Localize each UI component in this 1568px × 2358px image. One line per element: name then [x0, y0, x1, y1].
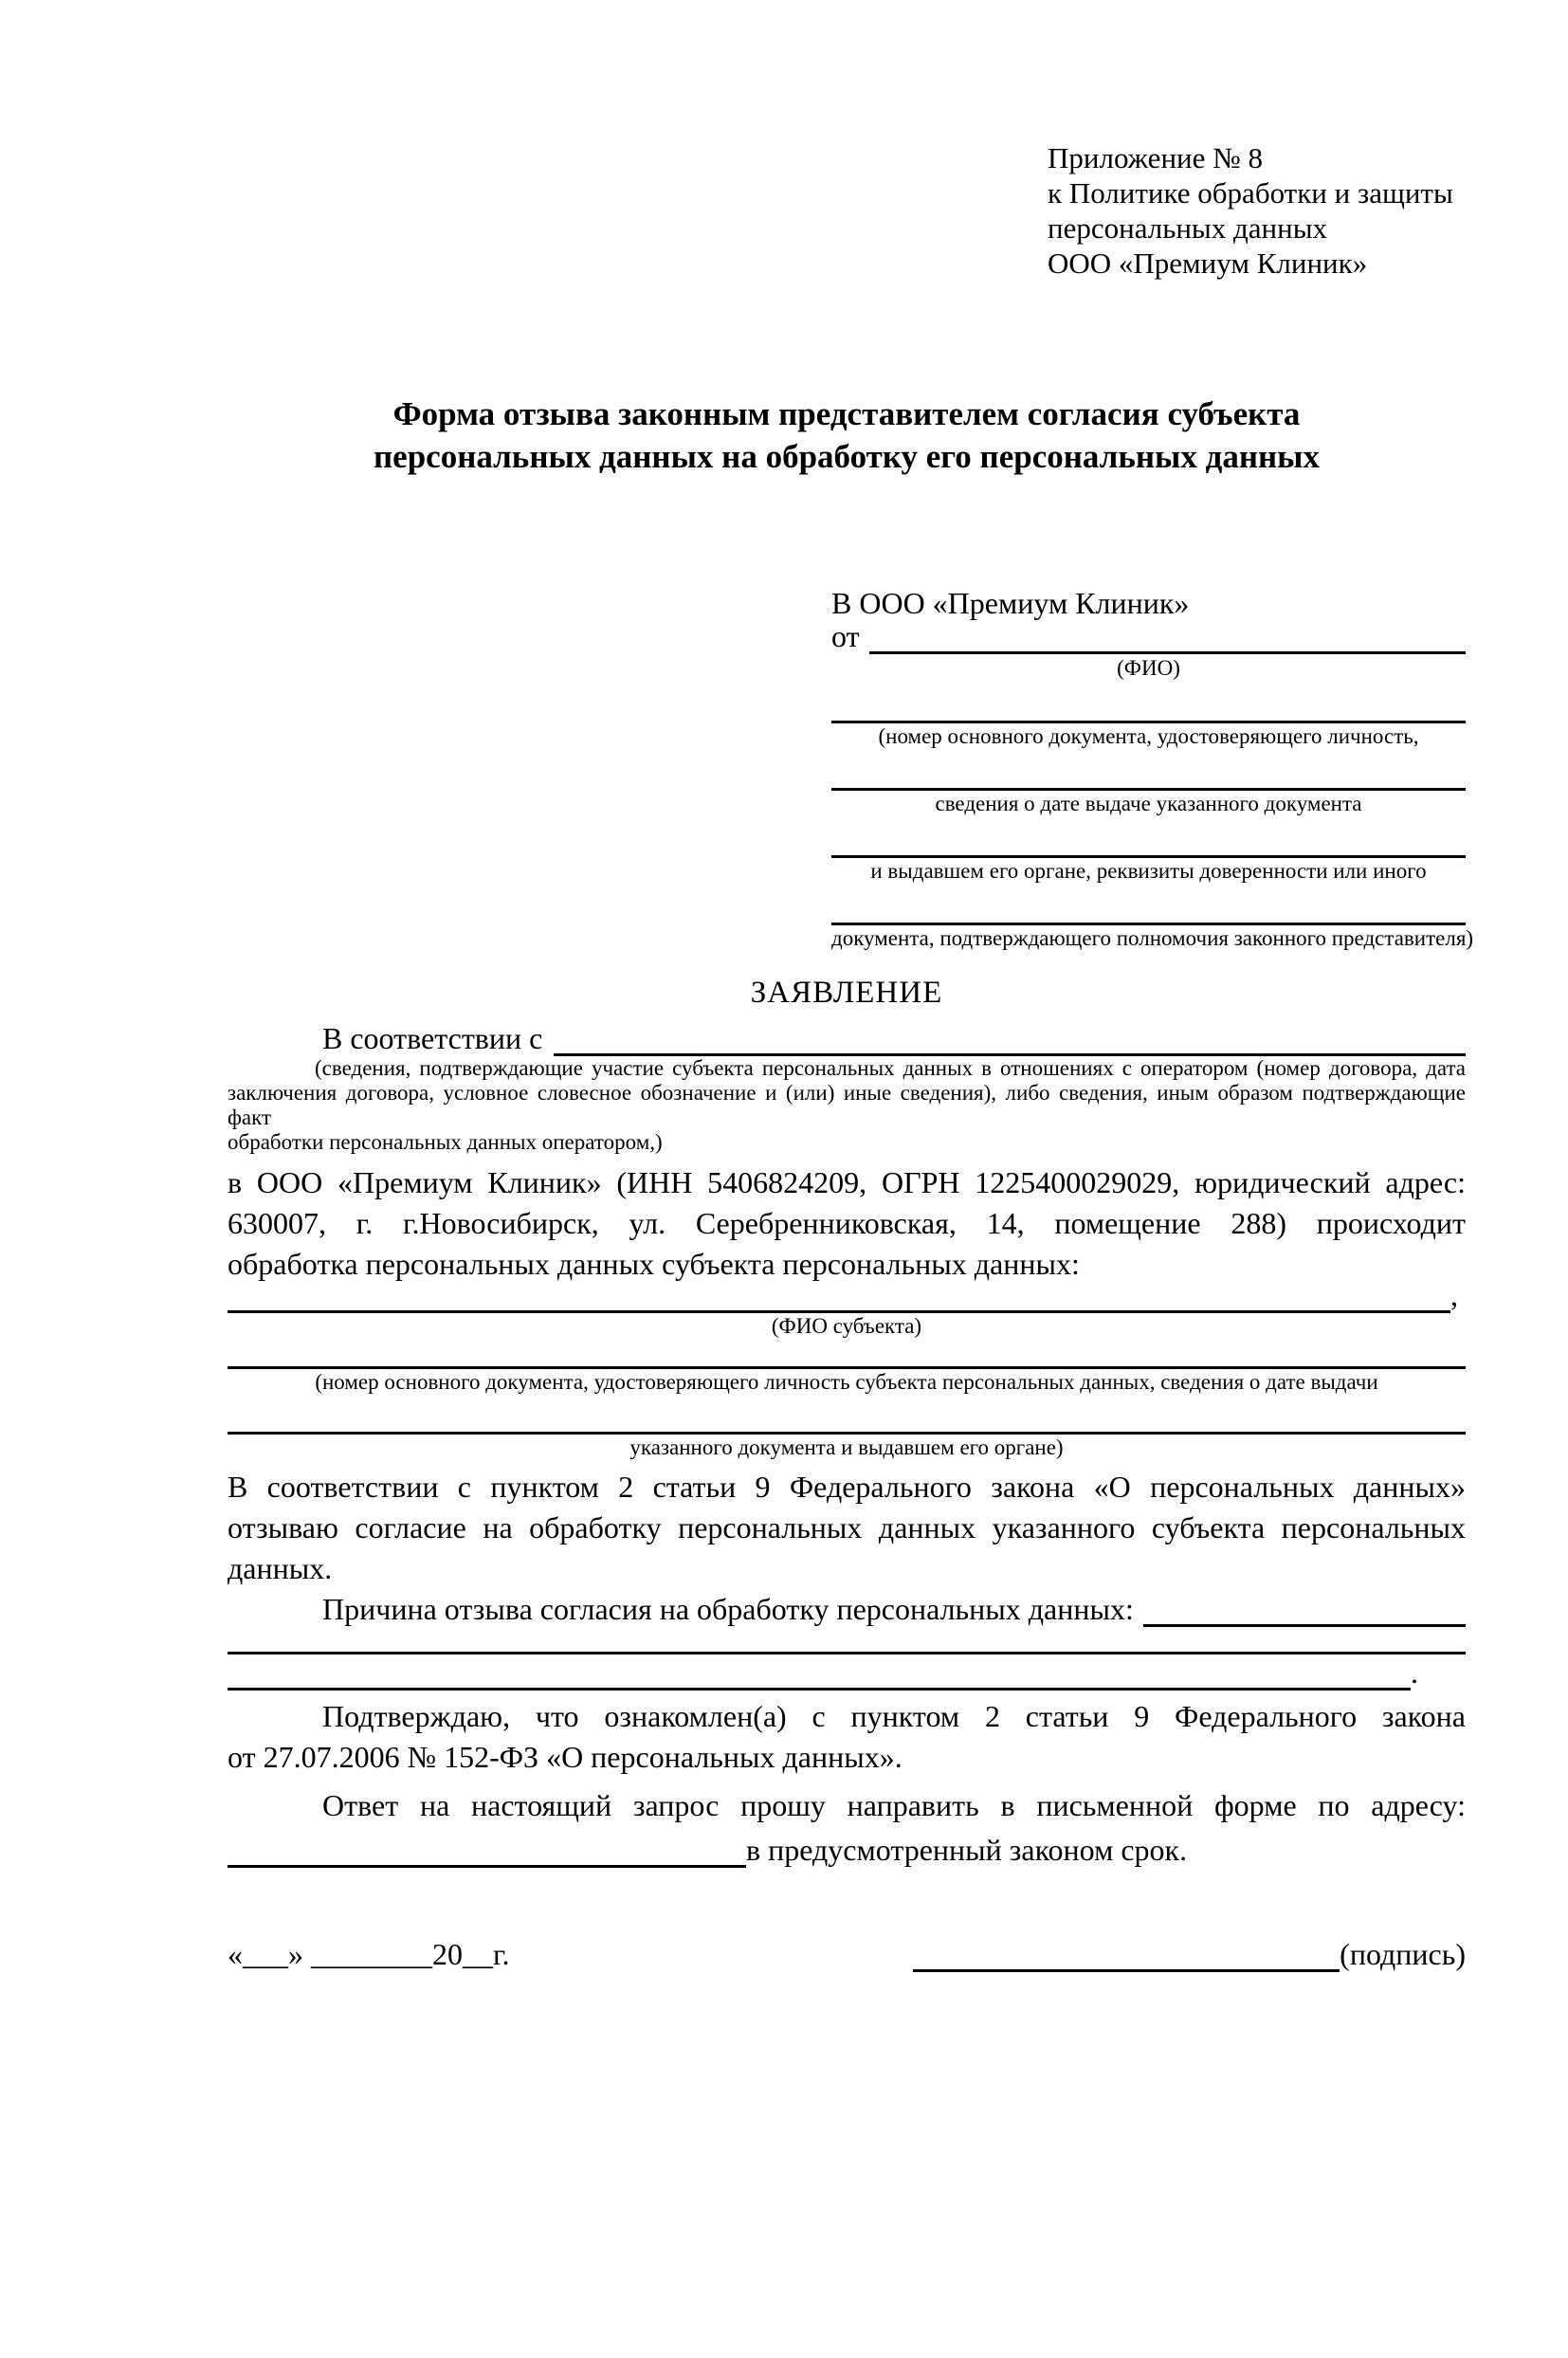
reason-blank-line-2 [228, 1627, 1466, 1654]
operator-paragraph [228, 1162, 1466, 1285]
reason-blank-row-3 [228, 1654, 1466, 1691]
appendix-line: к Политике обработки и защиты [1048, 176, 1453, 210]
confirmation-paragraph [228, 1696, 1466, 1778]
blank-field-line [831, 683, 1466, 723]
doc-info-caption: указанного документа и выдавшем его органе) [629, 1435, 1064, 1459]
addressee-block [831, 584, 1474, 952]
reply-tail-text: в предусмотренный законом срок. [746, 1833, 1188, 1867]
fine-print-line: заключения договора, условное словесное обозначение и (или) иные сведения), либо сведения, иным образом подтверждающие факт [228, 1081, 1466, 1129]
period-suffix: . [1411, 1655, 1418, 1690]
title-line-1: Форма отзыва законным представителем согласия субъекта [392, 395, 1301, 432]
appendix-block [1048, 140, 1466, 281]
fio-caption: (ФИО) [1117, 656, 1180, 680]
fine-print-line: обработки персональных данных оператором,) [228, 1130, 663, 1154]
paragraph-line: отзываю согласие на обработку персональных данных указанного субъекта персональных [228, 1510, 1466, 1545]
title-line-2: персональных данных на обработку его персональных данных [374, 438, 1320, 475]
addressee-to: В ООО «Премиум Клиник» [831, 586, 1190, 620]
reason-blank-line [1143, 1624, 1466, 1627]
doc-info-blank-line [228, 1396, 1466, 1435]
reason-blank-line-3 [228, 1688, 1411, 1691]
subject-fio-row [228, 1278, 1466, 1313]
signature-blank-line [913, 1931, 1340, 1972]
statement-heading: ЗАЯВЛЕНИЕ [750, 976, 943, 1010]
doc-info-caption: (номер основного документа, удостоверяющего личность субъекта персональных данных, сведения о дате выдачи [315, 1370, 1378, 1394]
paragraph-line: В соответствии с пунктом 2 статьи 9 Федерального закона «О персональных данных» [228, 1470, 1466, 1504]
blank-field-line [831, 885, 1466, 925]
field-caption: документа, подтверждающего полномочия законного представителя) [831, 926, 1474, 950]
field-caption: (номер основного документа, удостоверяющего личность, [878, 724, 1419, 748]
appendix-line: персональных данных [1048, 211, 1328, 245]
document-page [0, 140, 1568, 2358]
reason-row [228, 1589, 1466, 1627]
paragraph-line: 630007, г. г.Новосибирск, ул. Серебренниковская, 14, помещение 288) происходит [228, 1206, 1466, 1240]
from-label: от [831, 619, 860, 653]
blank-field-line [831, 750, 1466, 791]
reply-paragraph [228, 1785, 1466, 1826]
subject-fio-caption: (ФИО субъекта) [771, 1314, 922, 1338]
comma-suffix: , [1450, 1278, 1458, 1312]
fine-print-note [228, 1056, 1466, 1155]
field-caption: и выдавшем его органе, реквизиты доверенности или иного [870, 859, 1427, 883]
paragraph-line: обработка персональных данных субъекта персональных данных: [228, 1247, 1080, 1281]
intro-label: В соответствии с [322, 1021, 543, 1055]
fine-print-line: (сведения, подтверждающие участие субъекта персональных данных в отношениях с оператором (номер договора, дата [315, 1056, 1466, 1080]
signature-caption: (подпись) [1340, 1937, 1466, 1971]
document-title [228, 393, 1466, 478]
blank-field-line [831, 817, 1466, 858]
doc-info-blank-line [228, 1340, 1466, 1369]
address-blank-line [228, 1827, 746, 1868]
paragraph-line: от 27.07.2006 № 152-ФЗ «О персональных данных». [228, 1740, 903, 1774]
signature-group [913, 1931, 1466, 1972]
withdrawal-paragraph [228, 1467, 1466, 1589]
from-row [831, 619, 1466, 654]
paragraph-line: в ООО «Премиум Клиник» (ИНН 5406824209, ОГРН 1225400029029, юридический адрес: [228, 1165, 1466, 1199]
footer-row [228, 1930, 1466, 1972]
field-caption: сведения о дате выдаче указанного документа [935, 792, 1362, 815]
appendix-line: ООО «Премиум Клиник» [1048, 247, 1368, 280]
reply-line: Ответ на настоящий запрос прошу направить в письменной форме по адресу: [322, 1788, 1466, 1822]
paragraph-line: данных. [228, 1551, 333, 1585]
appendix-line: Приложение № 8 [1048, 141, 1263, 174]
intro-row [228, 1016, 1466, 1056]
paragraph-line: Подтверждаю, что ознакомлен(а) с пунктом 2 статьи 9 Федерального закона [322, 1699, 1466, 1733]
date-line: «___» ________20__г. [228, 1937, 510, 1971]
reply-address-row [228, 1826, 1466, 1868]
reason-label: Причина отзыва согласия на обработку персональных данных: [322, 1592, 1134, 1626]
